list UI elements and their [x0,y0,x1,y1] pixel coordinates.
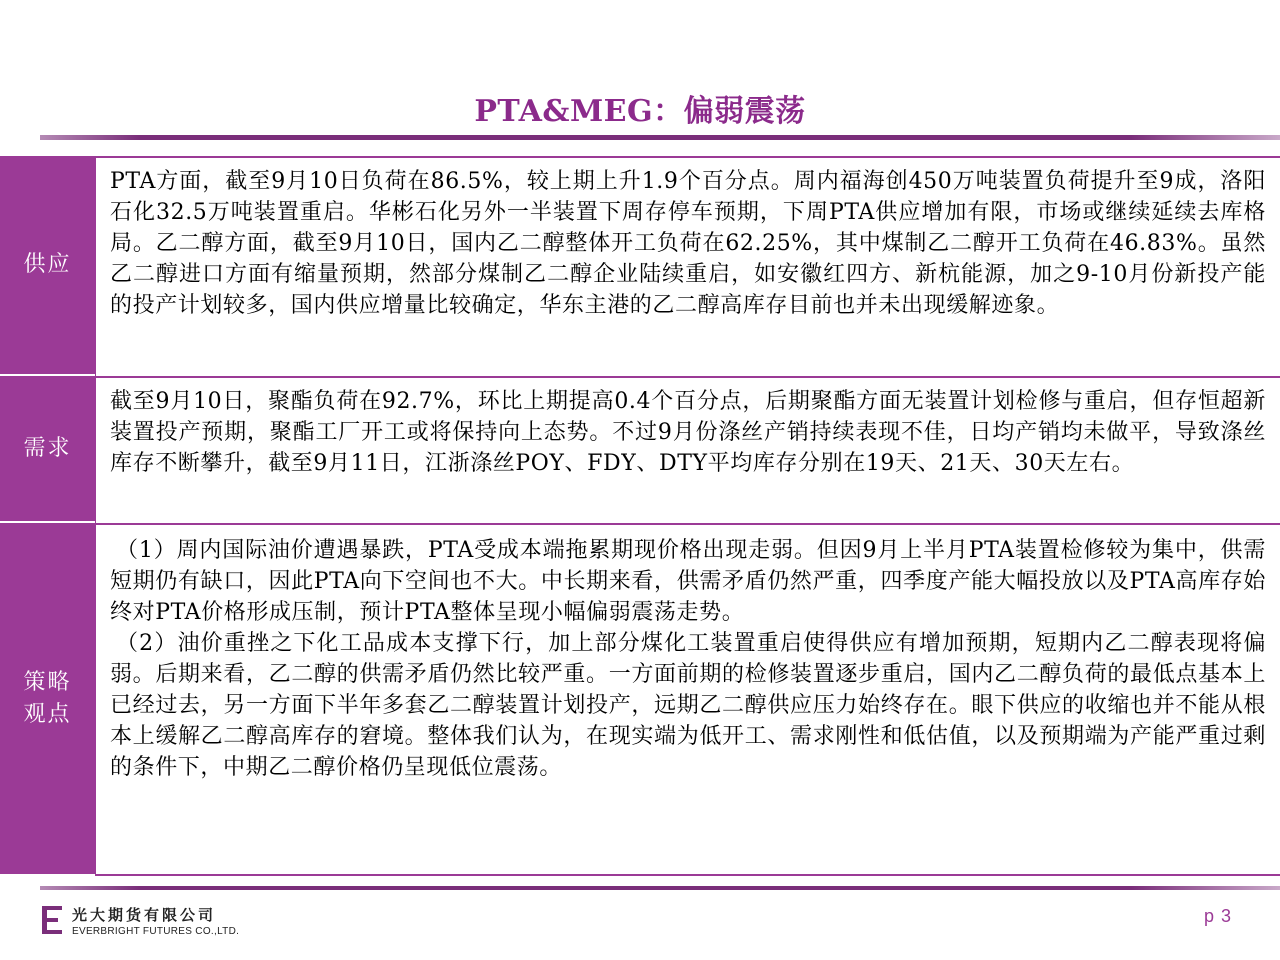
company-name-en: EVERBRIGHT FUTURES CO.,LTD. [72,926,240,937]
company-logo [40,902,240,942]
strategy-content [95,523,1280,876]
demand-content [95,376,1280,523]
footer-divider [40,886,1280,890]
supply-label-text: 供应 [23,252,72,277]
supply-label [0,156,95,376]
demand-row [0,376,1280,523]
strategy-row [0,523,1280,876]
strategy-label [0,523,95,876]
supply-content [95,156,1280,376]
demand-label [0,376,95,523]
strategy-paragraph-1: （1）周内国际油价遭遇暴跌，PTA受成本端拖累期现价格出现走弱。但因9月上半月PTA装置检修较为集中，供需短期仍有缺口，因此PTA向下空间也不大。中长期来看，供需矛盾仍然严重，四季度产能大幅投放以及PTA高库存始终对PTA价格形成压制，预计PTA整体呈现小幅偏弱震荡走势。 [110,538,1266,625]
strategy-label-line2: 观点 [23,701,72,727]
company-name-cn: 光大期货有限公司 [72,906,217,924]
title-divider [40,135,1280,140]
strategy-paragraph-2: （2）油价重挫之下化工品成本支撑下行，加上部分煤化工装置重启使得供应有增加预期，短期内乙二醇表现将偏弱。后期来看，乙二醇的供需矛盾仍然比较严重。一方面前期的检修装置逐步重启，国内乙二醇负荷的最低点基本上已经过去，另一方面下半年多套乙二醇装置计划投产，远期乙二醇供应压力始终存在。眼下供应的收缩也并不能从根本上缓解乙二醇高库存的窘境。整体我们认为，在现实端为低开工、需求刚性和低估值，以及预期端为产能严重过剩的条件下，中期乙二醇价格仍呈现低位震荡。 [110,631,1266,780]
strategy-label-line1: 策略 [23,669,72,695]
supply-text: PTA方面，截至9月10日负荷在86.5%，较上期上升1.9个百分点。周内福海创450万吨装置负荷提升至9成，洛阳石化32.5万吨装置重启。华彬石化另外一半装置下周存停车预期，下周PTA供应增加有限，市场或继续延续去库格局。乙二醇方面，截至9月10日，国内乙二醇整体开工负荷在62.25%，其中煤制乙二醇开工负荷在46.83%。虽然乙二醇进口方面有缩量预期，然部分煤制乙二醇企业陆续重启，如安徽红四方、新杭能源，加之9-10月份新投产能的投产计划较多，国内供应增量比较确定，华东主港的乙二醇高库存目前也并未出现缓解迹象。 [110,169,1266,318]
demand-text: 截至9月10日，聚酯负荷在92.7%，环比上期提高0.4个百分点，后期聚酯方面无装置计划检修与重启，但存恒超新装置投产预期，聚酯工厂开工或将保持向上态势。不过9月份涤丝产销持续表现不佳，日均产销均未做平，导致涤丝库存不断攀升，截至9月11日，江浙涤丝POY、FDY、DTY平均库存分别在19天、21天、30天左右。 [110,389,1266,476]
content-table [0,156,1280,876]
demand-label-text: 需求 [23,435,72,461]
everbright-logo-icon [40,904,66,936]
page-title: PTA&MEG：偏弱震荡 [474,94,806,129]
page-number: p 3 [1203,906,1232,926]
supply-row [0,156,1280,376]
